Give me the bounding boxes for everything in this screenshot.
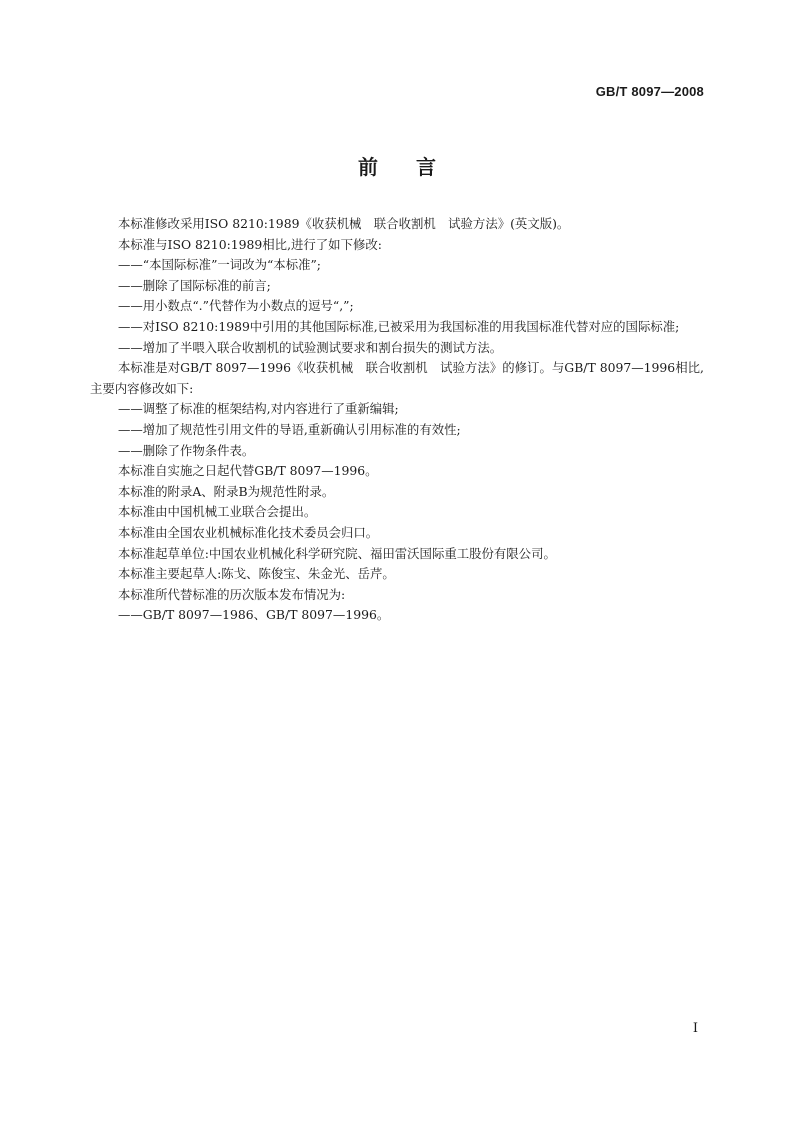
list-item: ——删除了作物条件表。 xyxy=(118,442,255,458)
list-item: ——增加了半喂入联合收割机的试验测试要求和割台损失的测试方法。 xyxy=(118,339,503,355)
page-number: I xyxy=(692,1021,698,1036)
paragraph: 本标准自实施之日起代替GB/T 8097—1996。 xyxy=(118,463,378,479)
page-title: 前言 xyxy=(358,155,474,179)
paragraph: 本标准由中国机械工业联合会提出。 xyxy=(118,504,317,520)
list-item: ——用小数点“.”代替作为小数点的逗号“,”; xyxy=(118,298,354,314)
paragraph: 本标准由全国农业机械标准化技术委员会归口。 xyxy=(118,524,379,540)
paragraph: 本标准的附录A、附录B为规范性附录。 xyxy=(118,483,335,499)
paragraph: 本标准修改采用ISO 8210:1989《收获机械 联合收割机 试验方法》(英文版)。 xyxy=(118,216,570,231)
paragraph: 本标准起草单位:中国农业机械化科学研究院、福田雷沃国际重工股份有限公司。 xyxy=(118,545,556,561)
list-item: ——GB/T 8097—1986、GB/T 8097—1996。 xyxy=(118,607,390,623)
list-item: ——“本国际标准”一词改为“本标准”; xyxy=(118,257,321,273)
list-item: ——删除了国际标准的前言; xyxy=(118,277,271,293)
paragraph: 本标准主要起草人:陈戈、陈俊宝、朱金光、岳芹。 xyxy=(118,566,395,582)
paragraph: 本标准是对GB/T 8097—1996《收获机械 联合收割机 试验方法》的修订。与GB/T 8097—1996相比,主要内容修改如下: xyxy=(90,360,704,396)
list-item: ——增加了规范性引用文件的导语,重新确认引用标准的有效性; xyxy=(118,421,461,437)
list-item: ——对ISO 8210:1989中引用的其他国际标准,已被采用为我国标准的用我国标准代替对应的国际标准; xyxy=(118,318,680,334)
paragraph: 本标准与ISO 8210:1989相比,进行了如下修改: xyxy=(118,236,382,252)
foreword-body xyxy=(90,214,704,626)
paragraph: 本标准所代替标准的历次版本发布情况为: xyxy=(118,586,346,602)
standard-number: GB/T 8097—2008 xyxy=(595,84,704,99)
list-item: ——调整了标准的框架结构,对内容进行了重新编辑; xyxy=(118,401,399,417)
